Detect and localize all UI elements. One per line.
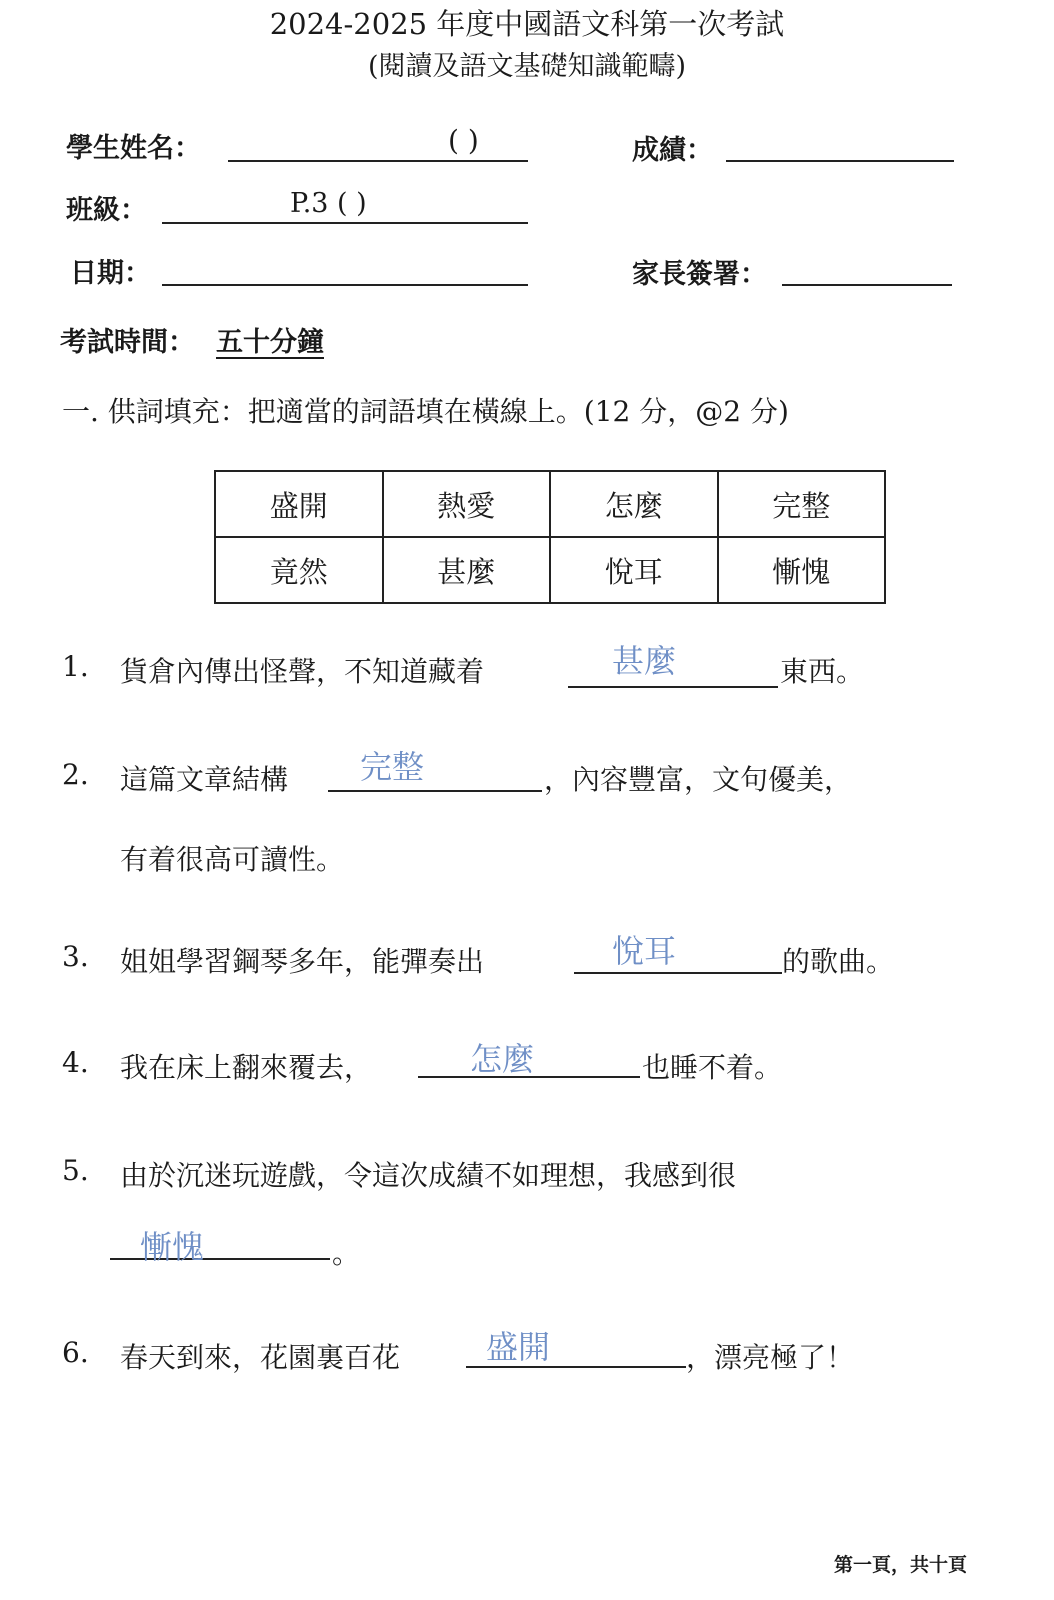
question-4-number: 4. xyxy=(62,1046,89,1079)
question-1-number: 1. xyxy=(62,650,89,683)
word-bank-cell: 甚麼 xyxy=(383,537,551,603)
question-6-number: 6. xyxy=(62,1336,89,1369)
question-4-text: 我在床上翻來覆去， xyxy=(120,1051,373,1084)
question-1-text-after: 東西。 xyxy=(780,655,865,688)
question-3-blank[interactable] xyxy=(574,972,782,974)
class-label: 班級： xyxy=(66,195,147,226)
exam-title: 2024-2025 年度中國語文科第一次考試 xyxy=(269,7,785,41)
question-4-text-after: 也睡不着。 xyxy=(642,1051,783,1084)
student-number-paren: ( ) xyxy=(448,124,479,157)
word-bank-cell: 完整 xyxy=(718,471,886,537)
parent-signature-label: 家長簽署： xyxy=(632,259,767,290)
word-bank-cell: 竟然 xyxy=(215,537,383,603)
question-6-text: 春天到來，花園裏百花 xyxy=(120,1341,401,1374)
word-bank-table xyxy=(214,470,886,604)
word-bank-cell: 悅耳 xyxy=(550,537,718,603)
word-bank-cell: 熱愛 xyxy=(383,471,551,537)
word-bank-cell: 慚愧 xyxy=(718,537,886,603)
question-2-text-line2: 有着很高可讀性。 xyxy=(120,843,345,876)
question-1-text: 貨倉內傳出怪聲，不知道藏着 xyxy=(120,655,485,688)
section-1-heading: 一. 供詞填充：把適當的詞語填在橫線上。(12 分，@2 分) xyxy=(62,395,789,428)
question-2-blank[interactable] xyxy=(328,790,542,792)
exam-time-value: 五十分鐘 xyxy=(216,327,324,358)
word-bank-row xyxy=(215,537,885,603)
question-1-answer: 甚麼 xyxy=(612,642,677,680)
question-5-number: 5. xyxy=(62,1154,89,1187)
question-3-answer: 悅耳 xyxy=(612,932,677,970)
date-line[interactable] xyxy=(162,284,528,286)
exam-time-label: 考試時間： xyxy=(60,327,195,358)
question-2-text-after: ，內容豐富，文句優美， xyxy=(544,763,853,796)
question-2-answer: 完整 xyxy=(360,748,425,786)
score-label: 成績： xyxy=(632,135,713,166)
class-line[interactable] xyxy=(162,222,528,224)
question-3-text: 姐姐學習鋼琴多年，能彈奏出 xyxy=(120,945,485,978)
question-5-text-after: 。 xyxy=(332,1237,361,1270)
word-bank-row xyxy=(215,471,885,537)
date-label: 日期： xyxy=(70,258,151,289)
parent-signature-line[interactable] xyxy=(782,284,952,286)
exam-subtitle: (閱讀及語文基礎知識範疇) xyxy=(367,51,687,82)
score-line[interactable] xyxy=(726,160,954,162)
question-2-number: 2. xyxy=(62,758,89,791)
student-name-line[interactable] xyxy=(228,160,528,162)
question-4-answer: 怎麼 xyxy=(470,1040,535,1078)
class-value: P.3 ( ) xyxy=(290,188,367,219)
question-3-number: 3. xyxy=(62,940,89,973)
question-6-answer: 盛開 xyxy=(486,1328,551,1366)
student-name-label: 學生姓名： xyxy=(66,133,201,164)
word-bank-cell: 盛開 xyxy=(215,471,383,537)
question-6-text-after: ，漂亮極了！ xyxy=(686,1341,855,1374)
question-5-text: 由於沉迷玩遊戲，令這次成績不如理想，我感到很 xyxy=(120,1159,737,1192)
question-5-answer: 慚愧 xyxy=(140,1228,205,1266)
question-3-text-after: 的歌曲。 xyxy=(782,945,895,978)
question-1-blank[interactable] xyxy=(568,686,778,688)
page-number: 第一頁，共十頁 xyxy=(834,1554,968,1576)
question-2-text: 這篇文章結構 xyxy=(120,763,289,796)
word-bank-cell: 怎麼 xyxy=(550,471,718,537)
